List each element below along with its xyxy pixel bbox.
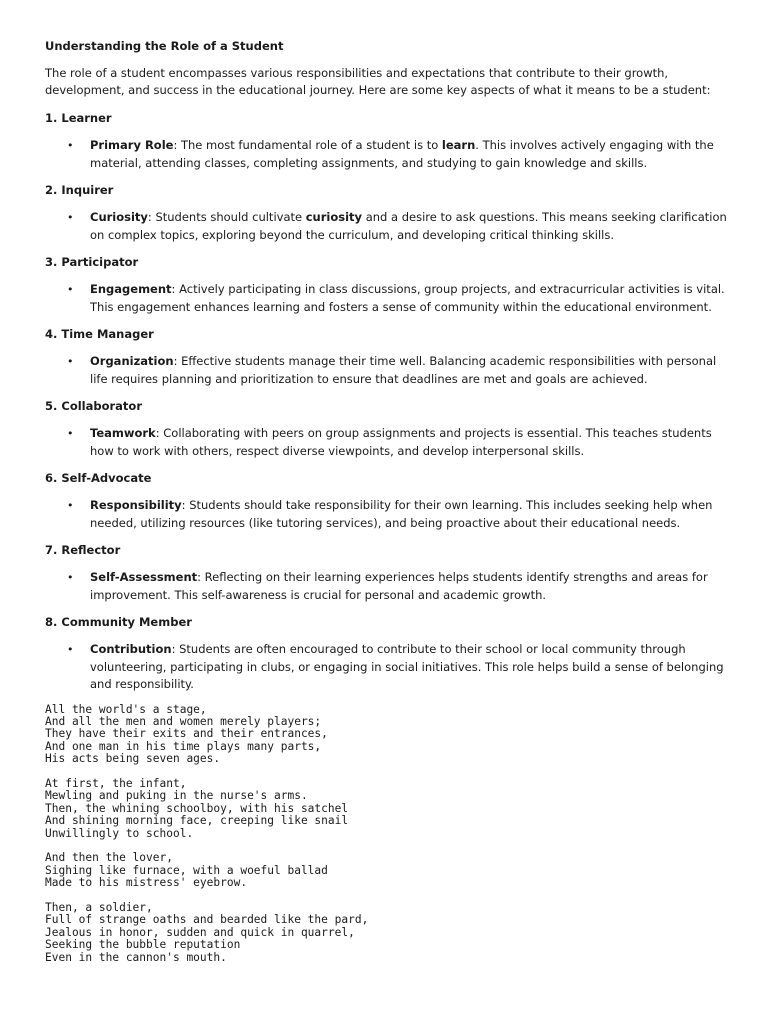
bullet-text: : Reflecting on their learning experiences helps students identify strengths and areas for improvement. This self-awareness is crucial for personal and academic growth. (90, 570, 708, 602)
poem-line: Mewling and puking in the nurse's arms. (45, 789, 308, 803)
bullet-icon: • (67, 355, 74, 368)
bullet-term: Contribution (90, 642, 172, 656)
bullet-icon: • (67, 283, 74, 296)
section-heading: 8. Community Member (45, 615, 192, 629)
bullet-term: Curiosity (90, 210, 148, 224)
bullet-term: Teamwork (90, 426, 156, 440)
bullet-term: Self-Assessment (90, 570, 198, 584)
sections-list (45, 110, 735, 694)
poem-line: Then, a soldier, (45, 900, 153, 914)
bullet-text: : Students are often encouraged to contribute to their school or local community through volunteering, participating in clubs, or engaging in social initiatives. This role helps build a sense of belonging and responsibility. (90, 642, 724, 691)
poem-line: His acts being seven ages. (45, 752, 221, 766)
poem-line: Seeking the bubble reputation (45, 938, 241, 952)
section-heading: 6. Self-Advocate (45, 471, 152, 485)
poem-stanza (45, 852, 735, 889)
poem-line: They have their exits and their entrances, (45, 727, 328, 741)
bullet-emphasis: learn (441, 138, 476, 152)
poem-line: And shining morning face, creeping like snail (45, 814, 349, 828)
poem-line: Unwillingly to school. (45, 826, 194, 840)
bullet-emphasis: curiosity (305, 210, 363, 224)
bullet-text: : Students should take responsibility for their own learning. This includes seeking help when needed, utilizing resources (like tutoring services), and being proactive about their educational needs. (90, 498, 713, 530)
bullet-term: Primary Role (90, 138, 174, 152)
bullet-icon: • (67, 427, 74, 440)
poem-line: And one man in his time plays many parts, (45, 739, 322, 753)
poem-line: Jealous in honor, sudden and quick in quarrel, (45, 925, 355, 939)
bullet-text: and a desire to ask questions. This means seeking clarification on complex topics, exploring beyond the curriculum, and developing critical thinking skills. (90, 210, 727, 242)
poem-line: At first, the infant, (45, 776, 187, 790)
section-heading: 4. Time Manager (45, 327, 154, 341)
bullet-icon: • (67, 643, 74, 656)
bullet-item (45, 641, 735, 694)
bullet-icon: • (67, 499, 74, 512)
poem-line: All the world's a stage, (45, 702, 207, 716)
bullet-item (45, 281, 735, 316)
poem-line: Full of strange oaths and bearded like the pard, (45, 913, 369, 927)
poem-stanza (45, 778, 735, 840)
bullet-text: : Students should cultivate (147, 210, 306, 224)
section-heading: 2. Inquirer (45, 183, 114, 197)
bullet-icon: • (67, 139, 74, 152)
bullet-text: : The most fundamental role of a student is to (173, 138, 442, 152)
poem-stanza (45, 704, 735, 766)
bullet-item (45, 209, 735, 244)
document-title: Understanding the Role of a Student (45, 39, 284, 53)
bullet-text: : Effective students manage their time well. Balancing academic responsibilities with personal life requires planning and prioritization to ensure that deadlines are met and goals are achieved. (90, 354, 717, 386)
bullet-item (45, 569, 735, 604)
poem-line: Then, the whining schoolboy, with his satchel (45, 801, 349, 815)
bullet-item (45, 353, 735, 388)
poem-line: Made to his mistress' eyebrow. (45, 876, 248, 890)
poem-line: And all the men and women merely players; (45, 714, 322, 728)
section-heading: 7. Reflector (45, 543, 121, 557)
section-heading: 5. Collaborator (45, 399, 142, 413)
bullet-item (45, 425, 735, 460)
intro-paragraph: The role of a student encompasses various responsibilities and expectations that contribute to their growth, development, and success in the educational journey. Here are some key aspects of what it means to be a student: (45, 66, 711, 97)
bullet-icon: • (67, 211, 74, 224)
poem-line: Even in the cannon's mouth. (45, 950, 227, 964)
bullet-icon: • (67, 571, 74, 584)
bullet-term: Responsibility (90, 498, 182, 512)
bullet-text: . This involves actively engaging with the material, attending classes, completing assignments, and studying to gain knowledge and skills. (90, 138, 714, 170)
section-heading: 1. Learner (45, 111, 112, 125)
bullet-term: Organization (90, 354, 174, 368)
document-page (45, 38, 735, 976)
bullet-item (45, 137, 735, 172)
bullet-term: Engagement (90, 282, 172, 296)
poem-line: Sighing like furnace, with a woeful ballad (45, 863, 328, 877)
poem-block (45, 704, 735, 964)
bullet-text: : Actively participating in class discussions, group projects, and extracurricular activities is vital. This engagement enhances learning and fosters a sense of community within the educational environment. (90, 282, 725, 314)
poem-line: And then the lover, (45, 851, 173, 865)
bullet-item (45, 497, 735, 532)
bullet-text: : Collaborating with peers on group assignments and projects is essential. This teaches students how to work with others, respect diverse viewpoints, and develop interpersonal skills. (90, 426, 712, 458)
section-heading: 3. Participator (45, 255, 139, 269)
poem-stanza (45, 902, 735, 964)
